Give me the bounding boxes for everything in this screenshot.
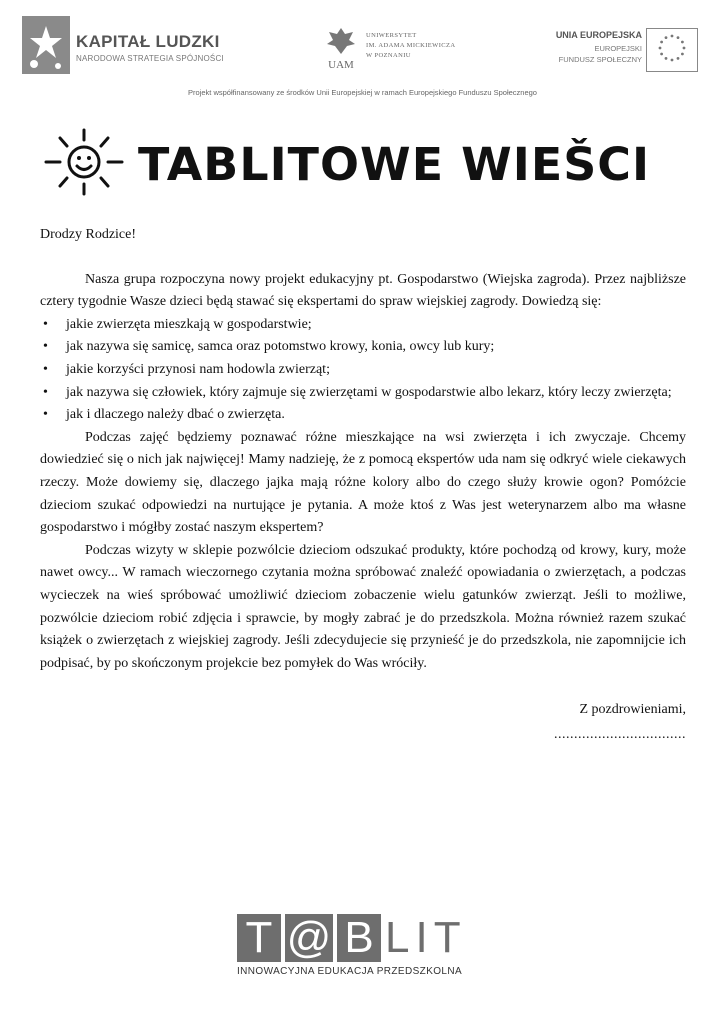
- tablit-box-b: B: [337, 914, 381, 962]
- letter-intro: Nasza grupa rozpoczyna nowy projekt edukacyjny pt. Gospodarstwo (Wiejska zagroda). Przez najbliższe cztery tygodnie Wasze dzieci będą stawać się ekspertami do spraw wiejskiej zagrody. Dowiedzą się:: [40, 271, 686, 310]
- newsletter-banner: [36, 124, 696, 204]
- signature-line: .................................: [554, 726, 686, 742]
- kapital-ludzki-title: KAPITAŁ LUDZKI: [76, 32, 220, 51]
- list-item: • jak i dlaczego należy dbać o zwierzęta.: [40, 404, 686, 427]
- topics-list: [40, 314, 686, 427]
- list-item: • jakie korzyści przynosi nam hodowla zwierząt;: [40, 359, 686, 382]
- uam-line2: IM. ADAMA MICKIEWICZA: [366, 42, 456, 49]
- list-item: • jakie zwierzęta mieszkają w gospodarstwie;: [40, 314, 686, 337]
- tablit-box-t: T: [237, 914, 281, 962]
- eu-line1: UNIA EUROPEJSKA: [555, 30, 642, 40]
- kapital-ludzki-icon: [22, 16, 70, 74]
- letter-greeting: Drodzy Rodzice!: [40, 227, 137, 242]
- cofinance-note: Projekt współfinansowany ze środków Unii Europejskiej w ramach Europejskiego Funduszu Społecznego: [188, 88, 537, 97]
- uam-logo: [322, 24, 472, 76]
- uam-line1: UNIWERSYTET: [366, 32, 417, 39]
- letter-body: [40, 224, 686, 746]
- newsletter-title: TABLITOWE WIEŠCI: [138, 138, 651, 191]
- tablit-box-at: @: [286, 913, 332, 962]
- kapital-ludzki-subtitle: NARODOWA STRATEGIA SPÓJNOŚCI: [76, 54, 224, 63]
- tablit-subtitle: INNOWACYJNA EDUKACJA PRZEDSZKOLNA: [237, 966, 463, 977]
- letter-paragraph-2: Podczas zajęć będziemy poznawać różne mieszkające na wsi zwierzęta i ich zwyczaje. Chcemy dowiedzieć się o nich jak najwięcej! Mamy nadzieję, że z pomocą ekspertów uda nam się odkryć wiele ciekawych rzeczy. Może dowiemy się, dlaczego jajka mają różne kolory albo do czego służy krowie ogon? Pomóżcie dzieciom szukać odpowiedzi na nurtujące je pytania. A może ktoś z Was jest weterynarzem albo ma własne gospodarstwo i mógłby zostać naszym ekspertem?: [40, 429, 686, 536]
- header: [0, 0, 725, 110]
- sun-icon: [36, 124, 132, 200]
- eu-line2: EUROPEJSKI: [594, 44, 642, 53]
- uam-mark-text: UAM: [328, 59, 354, 71]
- tablit-rest: LIT: [385, 913, 467, 962]
- list-item: • jak nazywa się człowiek, który zajmuje się zwierzętami w gospodarstwie albo lekarz, który leczy zwierzęta;: [40, 382, 686, 405]
- kapital-ludzki-logo: [22, 16, 232, 78]
- uam-eagle-icon: [322, 24, 360, 72]
- eu-flag-icon: [646, 28, 698, 72]
- list-item: • jak nazywa się samicę, samca oraz potomstwo krowy, konia, owcy lub kury;: [40, 336, 686, 359]
- letter-closing: Z pozdrowieniami,: [579, 702, 686, 718]
- eu-logo: [555, 26, 710, 76]
- eu-line3: FUNDUSZ SPOŁECZNY: [558, 55, 642, 64]
- tablit-logo: [237, 914, 487, 982]
- uam-line3: W POZNANIU: [366, 52, 411, 59]
- letter-paragraph-3: Podczas wizyty w sklepie pozwólcie dzieciom odszukać produkty, które pochodzą od krowy, kury, może nawet owcy... W ramach wieczornego czytania można spróbować znaleźć opowiadania o zwierzętach, a podczas wycieczek na wieś spróbować umożliwić dzieciom zobaczenie wielu gatunków zwierząt. Jeśli to możliwe, pozwólcie dzieciom robić zdjęcia i sprawcie, by mogły zabrać je do przedszkola. Można również razem szukać książek o zwierzętach z wiejskiej zagrody. Jeśli zdecydujecie się przynieść je do przedszkola, nie zapomnijcie ich podpisać, by po skończonym projekcie bez pomyłek do Was wróciły.: [40, 542, 686, 671]
